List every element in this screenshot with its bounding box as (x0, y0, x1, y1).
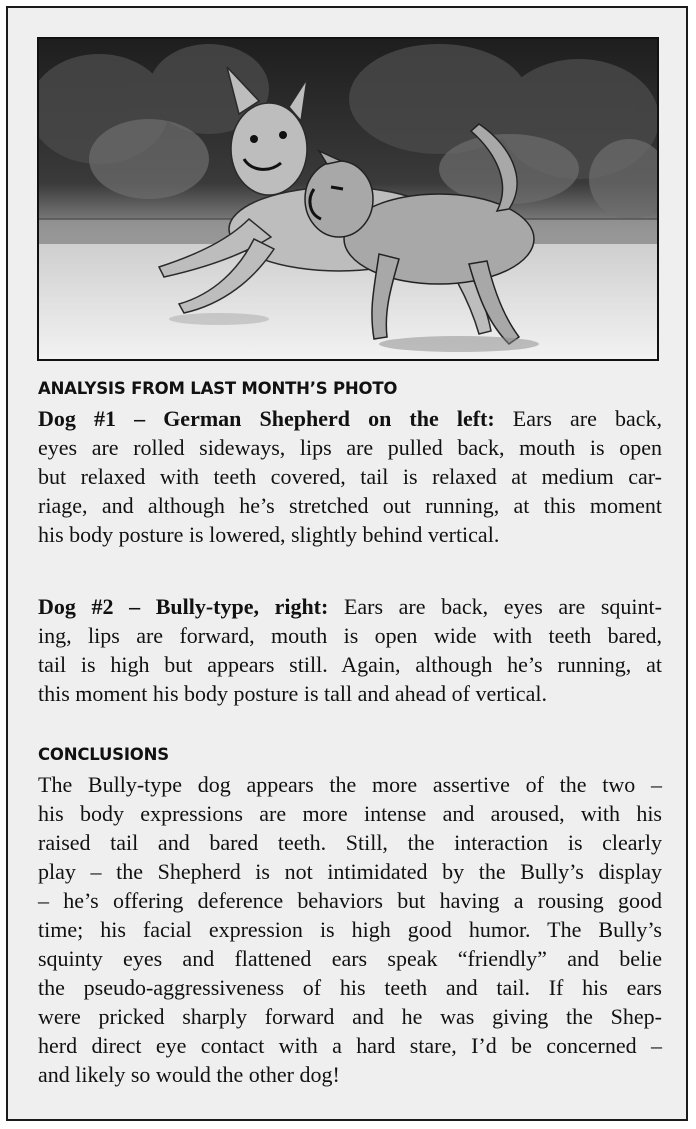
conclusion-line: The Bully-type dog appears the more assertive of the two – (38, 772, 662, 797)
conclusions-heading: CONCLUSIONS (38, 745, 169, 764)
conclusion-line: were pricked sharply forward and he was giving the Shep- (38, 1004, 662, 1029)
conclusion-line: – he’s offering deference behaviors but having a rousing good (38, 888, 662, 913)
dog1-line: his body posture is lowered, slightly behind vertical. (38, 522, 500, 547)
article-sidebar-box (6, 6, 688, 1121)
dog2-line: Dog #2 – Bully-type, right: Ears are back, eyes are squint- (38, 594, 662, 619)
conclusion-line: raised tail and bared teeth. Still, the interaction is clearly (38, 830, 662, 855)
conclusion-line: the pseudo-aggressiveness of his teeth and tail. If his ears (38, 975, 662, 1000)
conclusion-line: squinty eyes and flattened ears speak “friendly” and belie (38, 946, 662, 971)
dog2-line: ing, lips are forward, mouth is open wide with teeth bared, (38, 623, 662, 648)
analysis-heading: ANALYSIS FROM LAST MONTH’S PHOTO (38, 379, 398, 398)
conclusion-line: time; his facial expression is high good humor. The Bully’s (38, 917, 662, 942)
dog2-lead: Dog #2 – Bully-type, right: (38, 594, 329, 619)
dog2-line: tail is high but appears still. Again, although he’s running, at (38, 652, 662, 677)
dog1-line: riage, and although he’s stretched out running, at this moment (38, 493, 662, 518)
dog2-paragraph (38, 592, 662, 708)
conclusion-line: and likely so would the other dog! (38, 1062, 340, 1087)
dog1-line: eyes are rolled sideways, lips are pulled back, mouth is open (38, 435, 662, 460)
dog1-lead: Dog #1 – German Shepherd on the left: (38, 406, 495, 431)
conclusions-paragraph (38, 770, 662, 1089)
two-dogs-playing-photo (37, 37, 659, 361)
conclusion-line: his body expressions are more intense and aroused, with his (38, 801, 662, 826)
dog1-line: Dog #1 – German Shepherd on the left: Ears are back, (38, 406, 662, 431)
dog1-paragraph (38, 404, 662, 549)
dog1-line: but relaxed with teeth covered, tail is relaxed at medium car- (38, 464, 662, 489)
conclusion-line: herd direct eye contact with a hard stare, I’d be concerned – (38, 1033, 662, 1058)
dog2-line: this moment his body posture is tall and ahead of vertical. (38, 681, 547, 706)
conclusion-line: play – the Shepherd is not intimidated by the Bully’s display (38, 859, 662, 884)
